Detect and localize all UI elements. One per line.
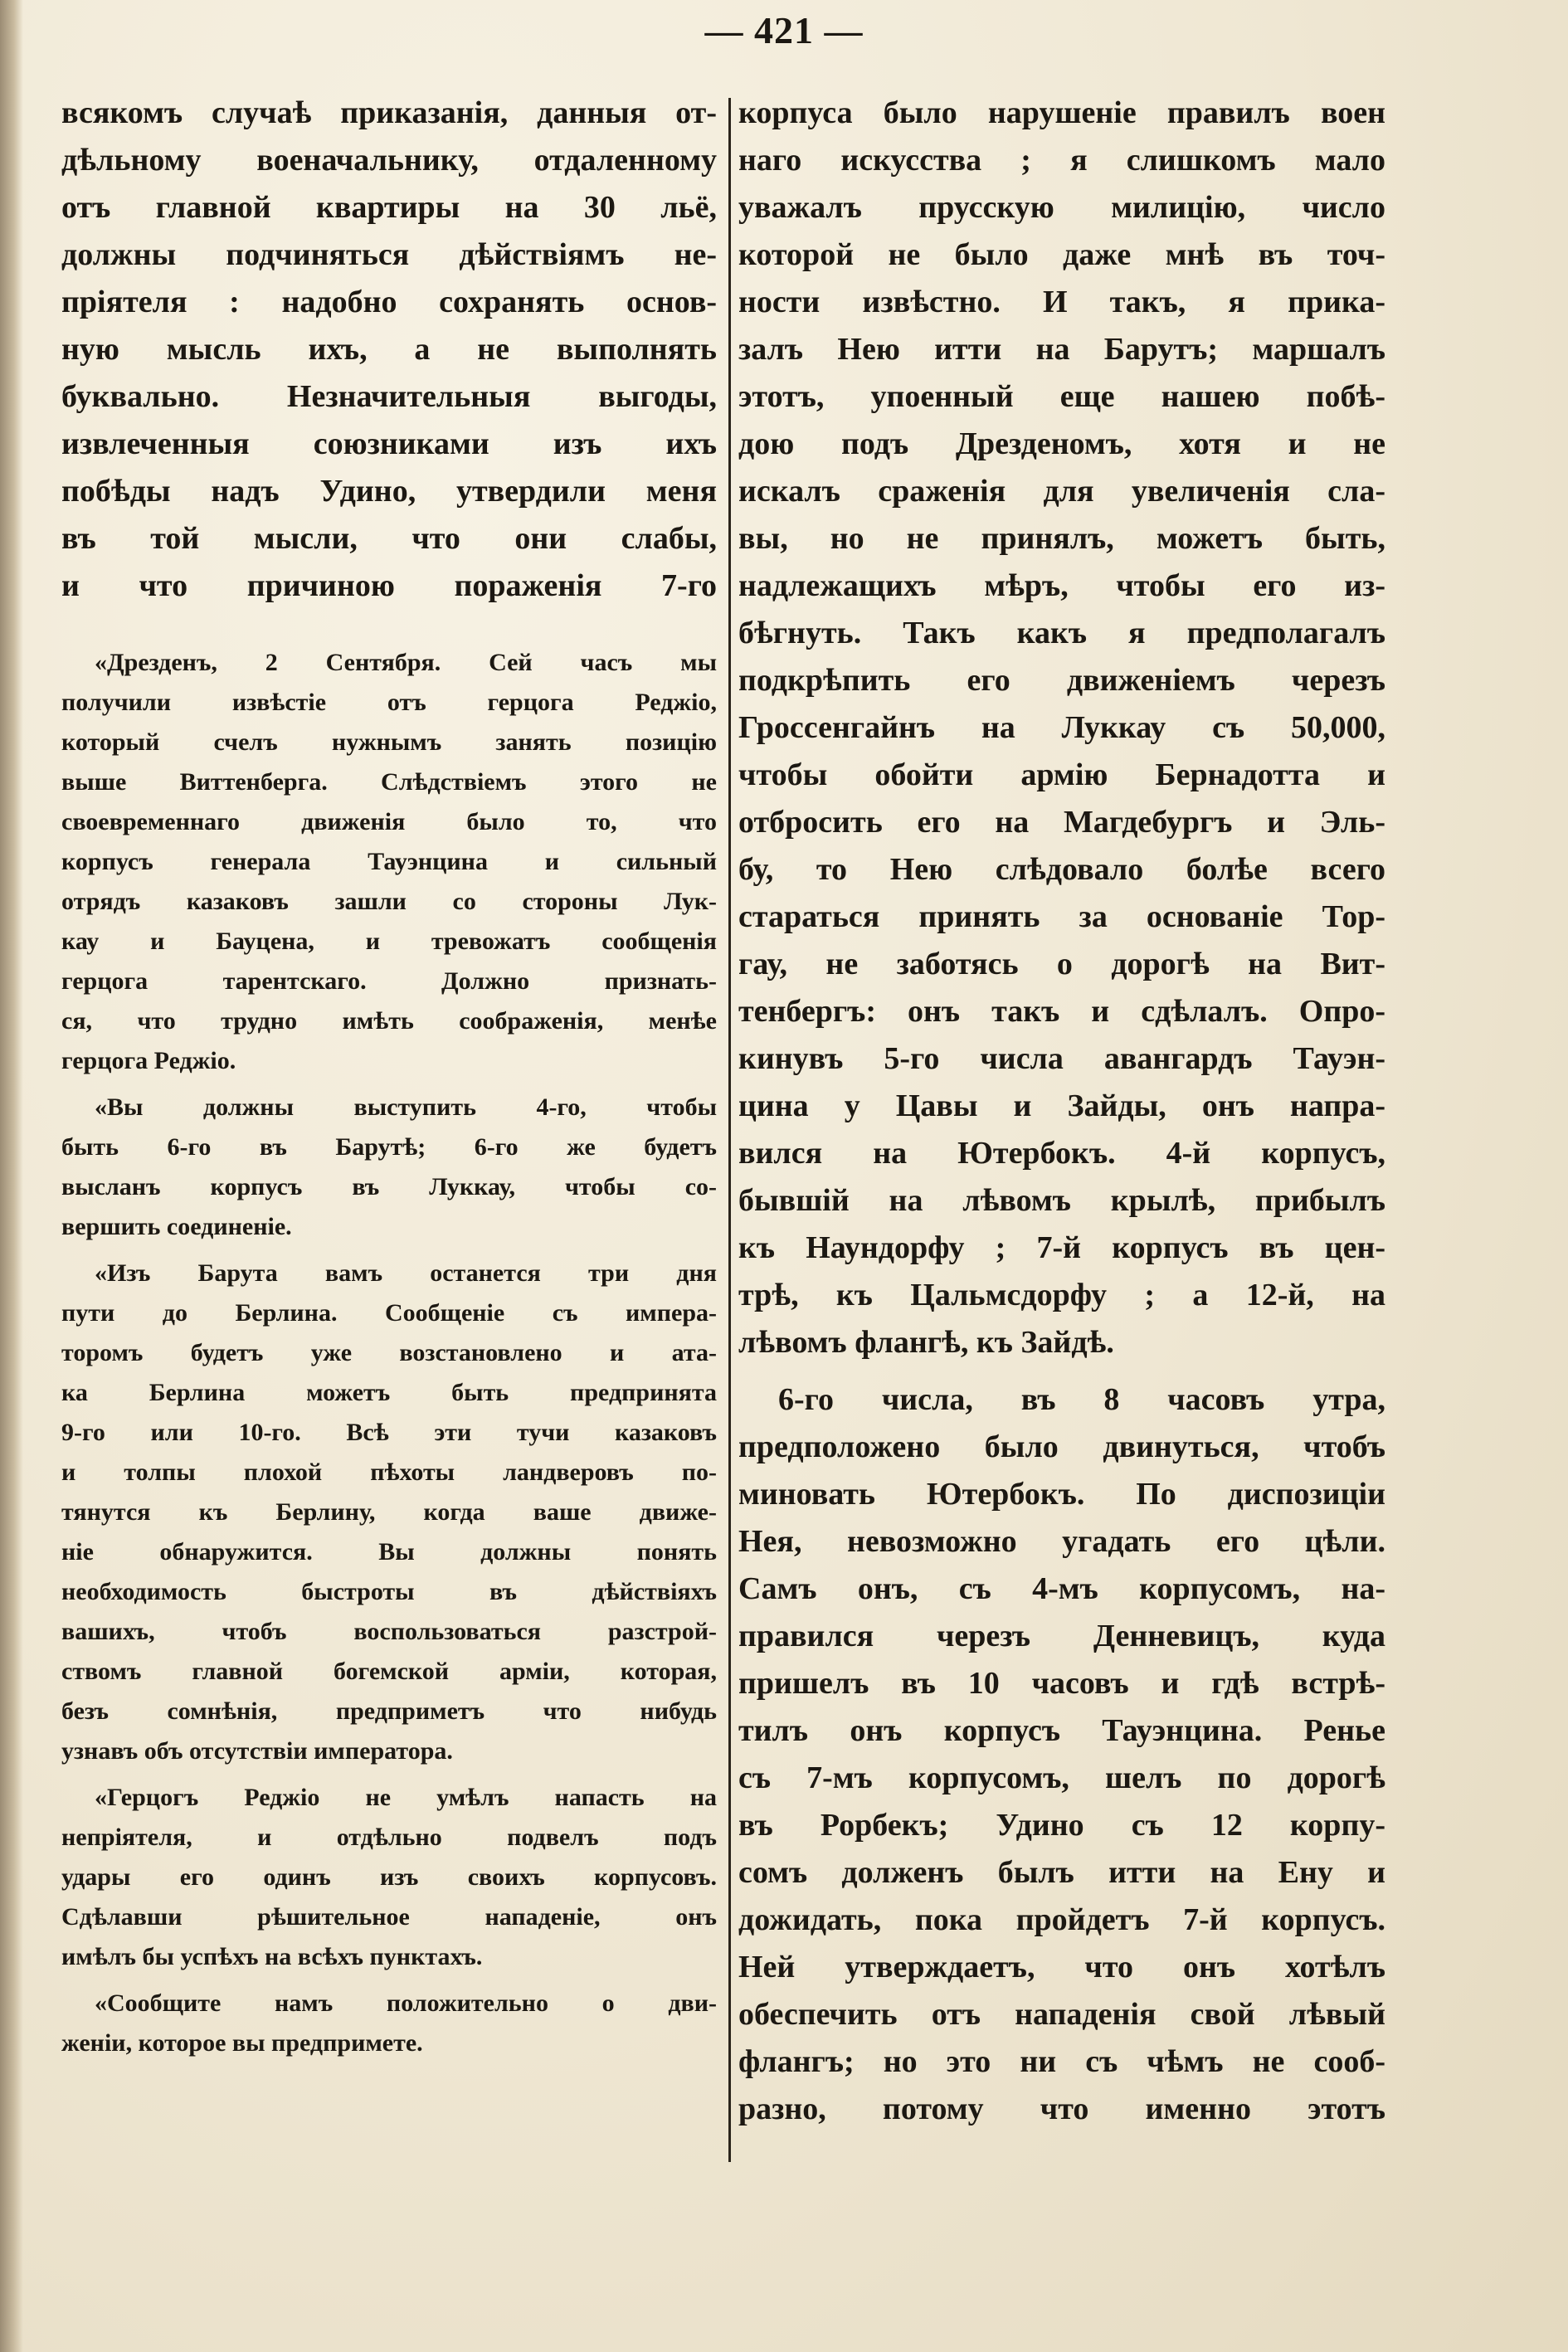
text-line: ную мысль ихъ, а не выполнять	[61, 332, 717, 367]
left-main-text	[61, 90, 717, 610]
column-divider	[728, 98, 731, 2162]
text-line: Самъ онъ, съ 4-мъ корпусомъ, на-	[738, 1571, 1385, 1606]
text-line: Гроссенгайнъ на Луккау съ 50,000,	[738, 710, 1385, 745]
text-line: отбросить его на Магдебургъ и Эль-	[738, 805, 1385, 840]
footnote-paragraph	[61, 1254, 717, 1771]
paragraph-gap	[61, 1247, 717, 1254]
text-line: правился черезъ Денневицъ, куда	[738, 1619, 1385, 1653]
text-line: къ Наундорфу ; 7-й корпусъ въ цен-	[738, 1230, 1385, 1265]
text-line: женіи, которое вы предпримете.	[61, 2029, 423, 2057]
text-line: съ 7-мъ корпусомъ, шелъ по дорогѣ	[738, 1760, 1385, 1795]
text-line: и толпы плохой пѣхоты ландверовъ по-	[61, 1458, 717, 1486]
text-line: непріятеля, и отдѣльно подвелъ подъ	[61, 1824, 717, 1851]
text-line: уважалъ прусскую милицію, число	[738, 190, 1385, 225]
text-line: 9-го или 10-го. Всѣ эти тучи казаковъ	[61, 1419, 717, 1446]
page-edge-shadow	[0, 0, 23, 2352]
text-line: своевременнаго движенія было то, что	[61, 808, 717, 835]
text-line: надлежащихъ мѣръ, чтобы его из-	[738, 568, 1385, 603]
text-line: побѣды надъ Удино, утвердили меня	[61, 474, 717, 509]
text-line: и что причиною пораженія 7-го	[61, 568, 717, 603]
text-line: наго искусства ; я слишкомъ мало	[738, 143, 1385, 178]
text-line: ности извѣстно. И такъ, я прика-	[738, 285, 1385, 319]
text-line: герцога тарентскаго. Должно признать-	[61, 967, 717, 995]
text-line: въ Рорбекъ; Удино съ 12 корпу-	[738, 1808, 1385, 1843]
text-line: кинувъ 5-го числа авангардъ Тауэн-	[738, 1041, 1385, 1076]
text-line: ніе обнаружится. Вы должны понять	[61, 1538, 717, 1566]
text-line: вы, но не принялъ, можетъ быть,	[738, 521, 1385, 556]
text-line: извлеченныя союзниками изъ ихъ	[61, 426, 717, 461]
text-line: «Вы должны выступить 4-го, чтобы	[95, 1093, 717, 1121]
text-line: безъ сомнѣнія, предприметъ что нибудь	[61, 1697, 717, 1725]
text-line: ся, что трудно имѣть соображенія, менѣе	[61, 1007, 717, 1035]
text-line: быть 6-го въ Барутѣ; 6-го же будетъ	[61, 1133, 717, 1161]
text-line: въ той мысли, что они слабы,	[61, 521, 717, 556]
text-line: этотъ, упоенный еще нашею побѣ-	[738, 379, 1385, 414]
text-line: бывшій на лѣвомъ крылѣ, прибылъ	[738, 1183, 1385, 1218]
text-line: пути до Берлина. Сообщеніе съ импера-	[61, 1299, 717, 1327]
text-line: дожидать, пока пройдетъ 7-й корпусъ.	[738, 1902, 1385, 1937]
text-line: буквально. Незначительныя выгоды,	[61, 379, 717, 414]
text-line: стараться принять за основаніе Тор-	[738, 899, 1385, 934]
text-line: 6-го числа, въ 8 часовъ утра,	[778, 1382, 1385, 1417]
text-line: кау и Бауцена, и тревожатъ сообщенія	[61, 928, 717, 955]
text-line: подкрѣпить его движеніемъ черезъ	[738, 663, 1385, 698]
text-line: всякомъ случаѣ приказанія, данныя от-	[61, 95, 717, 130]
text-line: вашихъ, чтобъ воспользоваться разстрой-	[61, 1618, 717, 1645]
text-line: удары его одинъ изъ своихъ корпусовъ.	[61, 1863, 717, 1891]
footnote-paragraph	[61, 1984, 717, 2063]
left-column	[61, 90, 717, 2063]
text-line: чтобы обойти армію Бернадотта и	[738, 757, 1385, 792]
text-line: искалъ сраженія для увеличенія сла-	[738, 474, 1385, 509]
text-line: которой не было даже мнѣ въ точ-	[738, 237, 1385, 272]
text-line: высланъ корпусъ въ Луккау, чтобы со-	[61, 1173, 717, 1200]
text-line: трѣ, къ Цальмсдорфу ; а 12-й, на	[738, 1278, 1385, 1312]
text-line: «Герцогъ Реджіо не умѣлъ напасть на	[95, 1784, 717, 1811]
text-line: вился на Ютербокъ. 4-й корпусъ,	[738, 1136, 1385, 1171]
text-line: отъ главной квартиры на 30 льё,	[61, 190, 717, 225]
text-line: узнавъ объ отсутствіи императора.	[61, 1737, 453, 1765]
footnote-paragraph	[61, 1778, 717, 1977]
right-paragraph-1	[738, 90, 1385, 1366]
text-line: разно, потому что именно этотъ	[738, 2091, 1385, 2126]
text-line: дою подъ Дрезденомъ, хотя и не	[738, 426, 1385, 461]
text-line: гау, не заботясь о дорогѣ на Вит-	[738, 947, 1385, 981]
text-line: пріятеля : надобно сохранять основ-	[61, 285, 717, 319]
footnote-block	[61, 643, 717, 2063]
text-line: ствомъ главной богемской арміи, которая,	[61, 1658, 717, 1685]
text-line: Сдѣлавши рѣшительное нападеніе, онъ	[61, 1903, 717, 1931]
text-line: который счелъ нужнымъ занять позицію	[61, 728, 717, 756]
text-line: ка Берлина можетъ быть предпринята	[61, 1379, 717, 1406]
text-line: бу, то Нею слѣдовало болѣе всего	[738, 852, 1385, 887]
text-line: миновать Ютербокъ. По диспозиціи	[738, 1477, 1385, 1512]
footnote-paragraph	[61, 643, 717, 1081]
text-line: имѣлъ бы успѣхъ на всѣхъ пунктахъ.	[61, 1943, 483, 1970]
text-line: бѣгнуть. Такъ какъ я предполагалъ	[738, 616, 1385, 650]
paragraph-gap	[738, 1366, 1385, 1376]
text-line: корпуса было нарушеніе правилъ воен	[738, 95, 1385, 130]
text-line: необходимость быстроты въ дѣйствіяхъ	[61, 1578, 717, 1605]
paragraph-gap	[61, 1977, 717, 1984]
text-line: корпусъ генерала Тауэнцина и сильный	[61, 848, 717, 875]
text-line: тянутся къ Берлину, когда ваше движе-	[61, 1498, 717, 1526]
text-line: цина у Цавы и Зайды, онъ напра-	[738, 1088, 1385, 1123]
text-line: сомъ долженъ былъ итти на Ену и	[738, 1855, 1385, 1890]
text-line: должны подчиняться дѣйствіямъ не-	[61, 237, 717, 272]
text-line: выше Виттенберга. Слѣдствіемъ этого не	[61, 768, 717, 796]
text-line: «Изъ Барута вамъ останется три дня	[95, 1259, 717, 1287]
text-line: тилъ онъ корпусъ Тауэнцина. Ренье	[738, 1713, 1385, 1748]
text-line: флангъ; но это ни съ чѣмъ не сооб-	[738, 2044, 1385, 2079]
right-paragraph-2	[738, 1376, 1385, 2133]
text-line: получили извѣстіе отъ герцога Реджіо,	[61, 689, 717, 716]
right-column	[738, 90, 1385, 2133]
text-line: торомъ будетъ уже возстановлено и ата-	[61, 1339, 717, 1366]
text-line: пришелъ въ 10 часовъ и гдѣ встрѣ-	[738, 1666, 1385, 1701]
text-line: «Сообщите намъ положительно о дви-	[95, 1989, 717, 2017]
text-line: дѣльному военачальнику, отдаленному	[61, 143, 717, 178]
text-line: Ней утверждаетъ, что онъ хотѣлъ	[738, 1950, 1385, 1984]
text-line: обеспечить отъ нападенія свой лѣвый	[738, 1997, 1385, 2032]
text-line: отрядъ казаковъ зашли со стороны Лук-	[61, 888, 717, 915]
footnote-paragraph	[61, 1088, 717, 1247]
text-line: залъ Нею итти на Барутъ; маршалъ	[738, 332, 1385, 367]
text-line: вершить соединеніе.	[61, 1213, 292, 1240]
text-line: «Дрезденъ, 2 Сентября. Сей часъ мы	[95, 649, 717, 676]
text-line: Нея, невозможно угадать его цѣли.	[738, 1524, 1385, 1559]
text-line: предположено было двинуться, чтобъ	[738, 1429, 1385, 1464]
text-line: тенбергъ: онъ такъ и сдѣлалъ. Опро-	[738, 994, 1385, 1029]
page-number: — 421 —	[704, 9, 864, 51]
paragraph-gap	[61, 1771, 717, 1778]
text-line: герцога Реджіо.	[61, 1047, 236, 1074]
paragraph-gap	[61, 1081, 717, 1088]
text-line: лѣвомъ флангѣ, къ Зайдѣ.	[738, 1325, 1114, 1360]
